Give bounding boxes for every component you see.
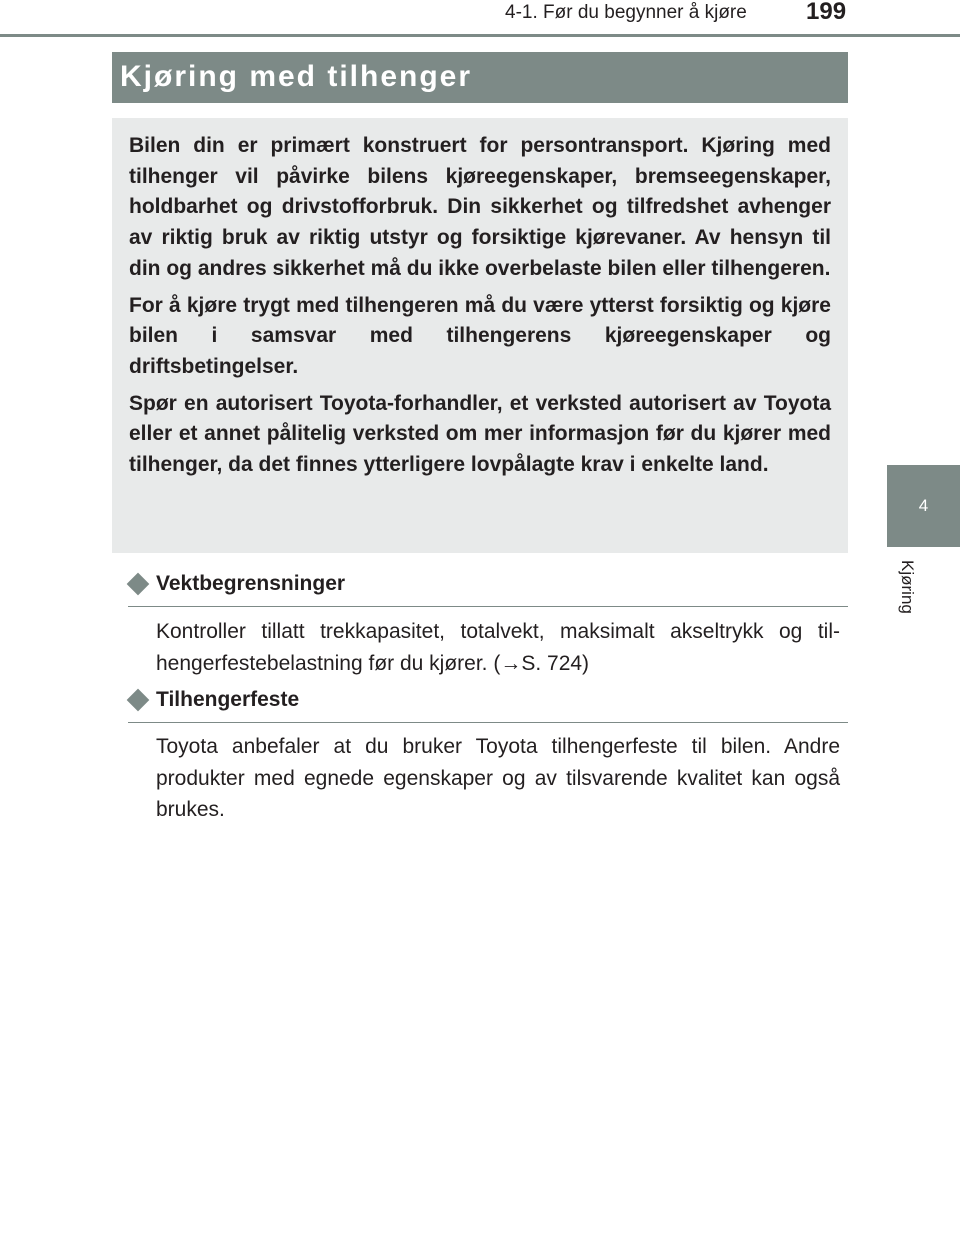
title-bar bbox=[112, 52, 848, 103]
intro-box bbox=[112, 118, 848, 553]
chapter-tab-label: Kjøring bbox=[898, 560, 917, 614]
header-divider bbox=[0, 34, 960, 37]
section-body: Kontroller tillatt trekkapasitet, totalvekt, maksimalt akseltrykk og til-hengerfestebelastning før du kjører. (→S. 724) bbox=[156, 620, 840, 675]
page-title: Kjøring med tilhenger bbox=[120, 60, 473, 93]
chapter-header: 4-1. Før du begynner å kjøre bbox=[505, 2, 747, 23]
diamond-bullet-icon bbox=[127, 573, 150, 596]
section-heading-weight bbox=[128, 566, 848, 607]
page-number: 199 bbox=[806, 0, 847, 25]
diamond-bullet-icon bbox=[127, 689, 150, 712]
section-title: Vektbegrensninger bbox=[156, 572, 346, 595]
intro-paragraph: For å kjøre trygt med tilhengeren må du være ytterst forsiktig og kjøre bilen i samsvar med tilhengerens kjøreegenskaper og driftsbetingelser. bbox=[129, 293, 831, 378]
section-title: Tilhengerfeste bbox=[156, 688, 300, 711]
intro-paragraph: Spør en autorisert Toyota-forhandler, et verksted autorisert av Toyota eller et annet pålitelig verksted om mer informasjon før du kjører med tilhenger, da det finnes ytterligere lovpålagte krav i enkelte land. bbox=[129, 391, 831, 477]
chapter-tab: 4 bbox=[887, 465, 960, 547]
intro-paragraph: Bilen din er primært konstruert for persontransport. Kjøring med tilhenger vil påvirke bilens kjøreegenskaper, bremseegenskaper, holdbarhet og drivstofforbruk. Din sikkerhet og tilfredshet avhenger av riktig bruk av riktig utstyr og forsiktige kjørevaner. Av hensyn til din og andres sikkerhet må du ikke overbelaste bilen eller tilhengeren. bbox=[129, 134, 831, 280]
section-heading-hitch bbox=[128, 682, 848, 723]
section-body: Toyota anbefaler at du bruker Toyota tilhengerfeste til bilen. Andre produkter med egnede egenskaper og av tilsvarende kvalitet kan også brukes. bbox=[156, 735, 840, 821]
